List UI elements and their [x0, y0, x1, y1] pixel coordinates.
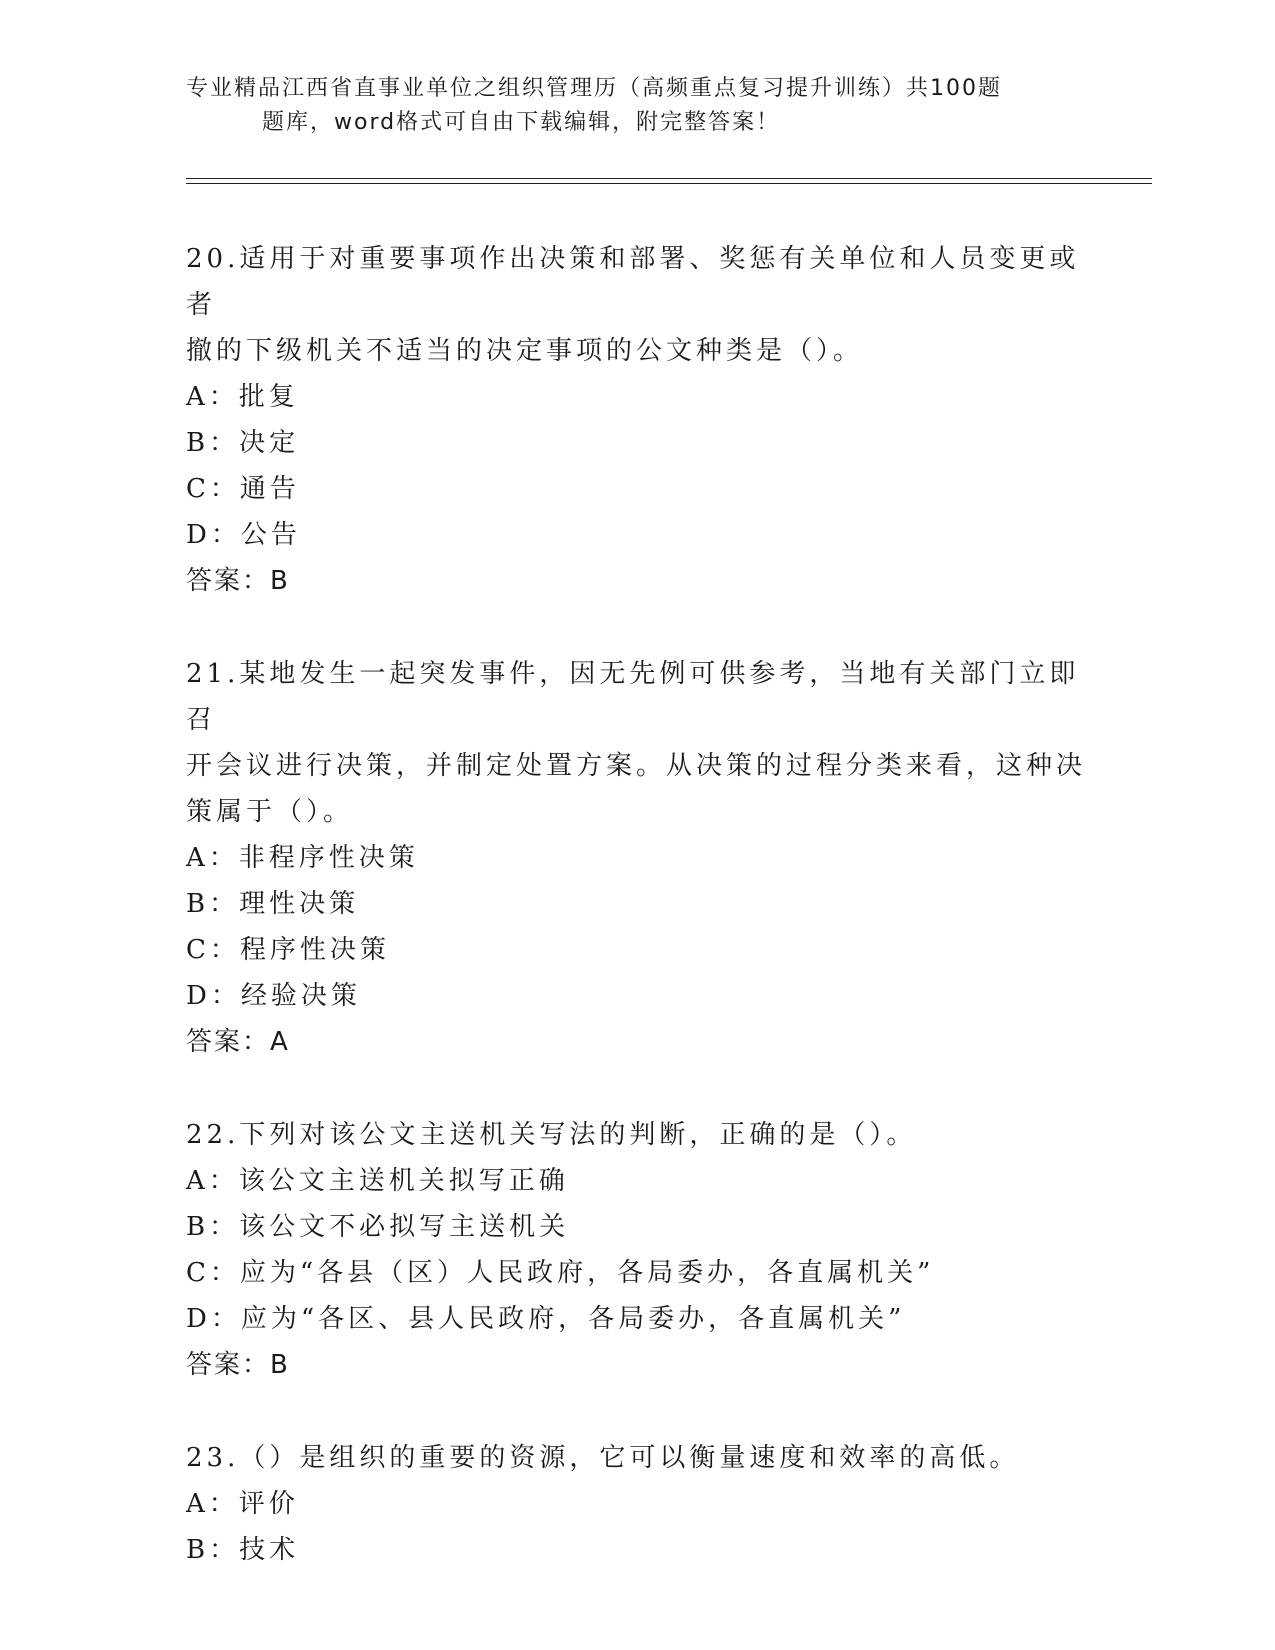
option-c: C：应为“各县（区）人民政府，各局委办，各直属机关”	[186, 1258, 935, 1288]
question-stem-line: 撤的下级机关不适当的决定事项的公文种类是（）。	[186, 336, 864, 366]
option-c: C：程序性决策	[186, 935, 390, 965]
option-b: B：理性决策	[186, 889, 360, 919]
option-b: B：决定	[186, 428, 300, 458]
header-title-line2: 题库，word格式可自由下载编辑，附完整答案！	[262, 110, 781, 135]
question-20	[186, 236, 1086, 604]
option-a: A：非程序性决策	[186, 843, 419, 873]
document-header	[186, 72, 1086, 140]
question-stem-line: 21.某地发生一起突发事件，因无先例可供参考，当地有关部门立即召	[186, 659, 1080, 735]
question-22	[186, 1112, 1086, 1388]
option-c: C：通告	[186, 474, 300, 504]
header-divider-top	[186, 178, 1152, 179]
option-b: B：技术	[186, 1535, 300, 1565]
option-a: A：批复	[186, 382, 299, 412]
answer-line: 答案：B	[186, 1350, 290, 1380]
question-stem-line: 开会议进行决策，并制定处置方案。从决策的过程分类来看，这种决	[186, 751, 1087, 781]
answer-line: 答案：A	[186, 1027, 290, 1057]
answer-line: 答案：B	[186, 566, 290, 596]
question-stem-line: 策属于（）。	[186, 797, 354, 827]
header-divider-bottom	[186, 183, 1152, 184]
option-d: D：经验决策	[186, 981, 361, 1011]
question-stem-line: 20.适用于对重要事项作出决策和部署、奖惩有关单位和人员变更或者	[186, 244, 1080, 320]
option-d: D：公告	[186, 520, 301, 550]
option-a: A：该公文主送机关拟写正确	[186, 1166, 569, 1196]
option-b: B：该公文不必拟写主送机关	[186, 1212, 570, 1242]
option-a: A：评价	[186, 1489, 299, 1519]
option-d: D：应为“各区、县人民政府，各局委办，各直属机关”	[186, 1304, 906, 1334]
question-stem-line: 22.下列对该公文主送机关写法的判断，正确的是（）。	[186, 1120, 917, 1150]
header-title-line1: 专业精品江西省直事业单位之组织管理历（高频重点复习提升训练）共100题	[186, 76, 1002, 101]
question-21	[186, 651, 1086, 1065]
question-23	[186, 1435, 1086, 1573]
question-stem-line: 23.（）是组织的重要的资源，它可以衡量速度和效率的高低。	[186, 1443, 1020, 1473]
question-list	[186, 236, 1086, 1620]
